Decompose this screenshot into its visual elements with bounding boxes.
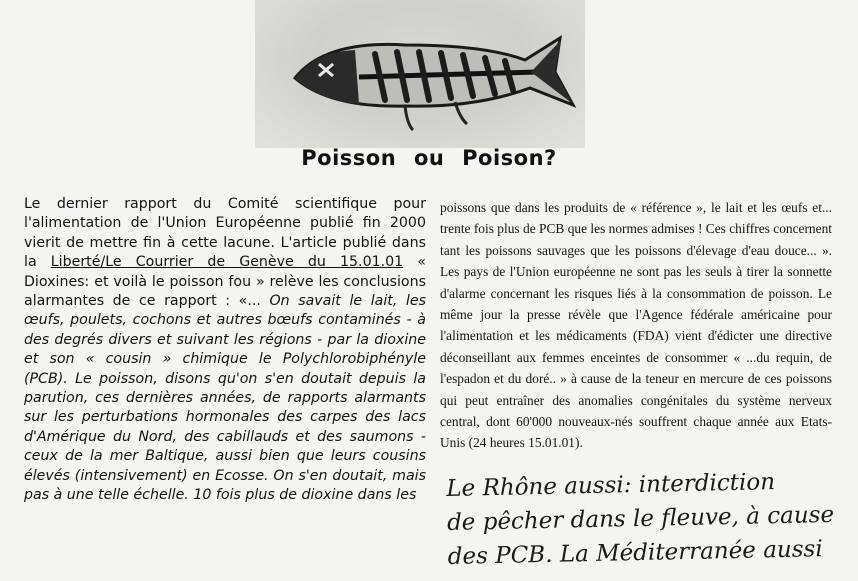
handwritten-line: des PCB. La Méditerranée aussi xyxy=(447,536,823,570)
fish-skeleton-icon xyxy=(255,0,585,148)
handwritten-note xyxy=(446,463,858,574)
fish-skeleton-illustration xyxy=(255,0,585,148)
quote-text: On savait le lait, les œufs, poulets, cochons et autres bœufs contaminés - à des degrés divers et suivant les régions - par la dioxine et son « cousin » chimique le Polychlorobiphényle (PCB). Le poisson, disons qu'on s'en doutait depuis la parution, ces dernières années, de rapports alarmants sur les perturbations hormonales des carpes des lacs d'Amérique du Nord, des cabillauds et des saumons - ceux de la mer Baltique, aussi bien que leurs cousins élevés (intensivement) en Ecosse. On s'en doutait, mais pas à une telle échelle. 10 fois plus de dioxine dans les xyxy=(24,293,426,504)
handwritten-line: de pêcher dans le fleuve, à cause xyxy=(446,501,835,536)
left-column xyxy=(24,195,426,506)
article-reference-text: « Dioxines: et voilà le poisson fou » relève les conclusions alarmantes de ce rapport : «... xyxy=(24,254,426,310)
right-column: poissons que dans les produits de « référence », le lait et les œufs et... trente fois plus de PCB que les normes admises ! Ces chiffres concernent tant les poissons sauvages que les poissons d'élevage d'eau douce... ». Les pays de l'Union européenne ne sont pas les seuls à tirer la sonnette d'alarme concernant les risques liés à la consommation de poisson. Le même jour la presse révèle que l'Agence fédérale américaine pour l'alimentation et les médicaments (FDA) vient d'édicter une directive déconseillant aux femmes enceintes de consommer « ...du requin, de l'espadon et du doré.. » à cause de la teneur en mercure de ces poissons qui peut entraîner des anomalies congénitales du système nerveux central, dont 60'000 nouveaux-nés souffrent chaque année aux Etats-Unis (24 heures 15.01.01). xyxy=(440,200,832,451)
article-title: Poisson ou Poison? xyxy=(301,146,557,170)
intro-text: Le dernier rapport du Comité scientifique pour l'alimentation de l'Union Européenne publié fin 2000 vierit de mettre fin à cette lacune. L'article publié dans la xyxy=(24,196,426,271)
source-reference: Liberté/Le Courrier de Genève du 15.01.01 xyxy=(50,254,404,271)
handwritten-line: Le Rhône aussi: interdiction xyxy=(446,469,776,502)
